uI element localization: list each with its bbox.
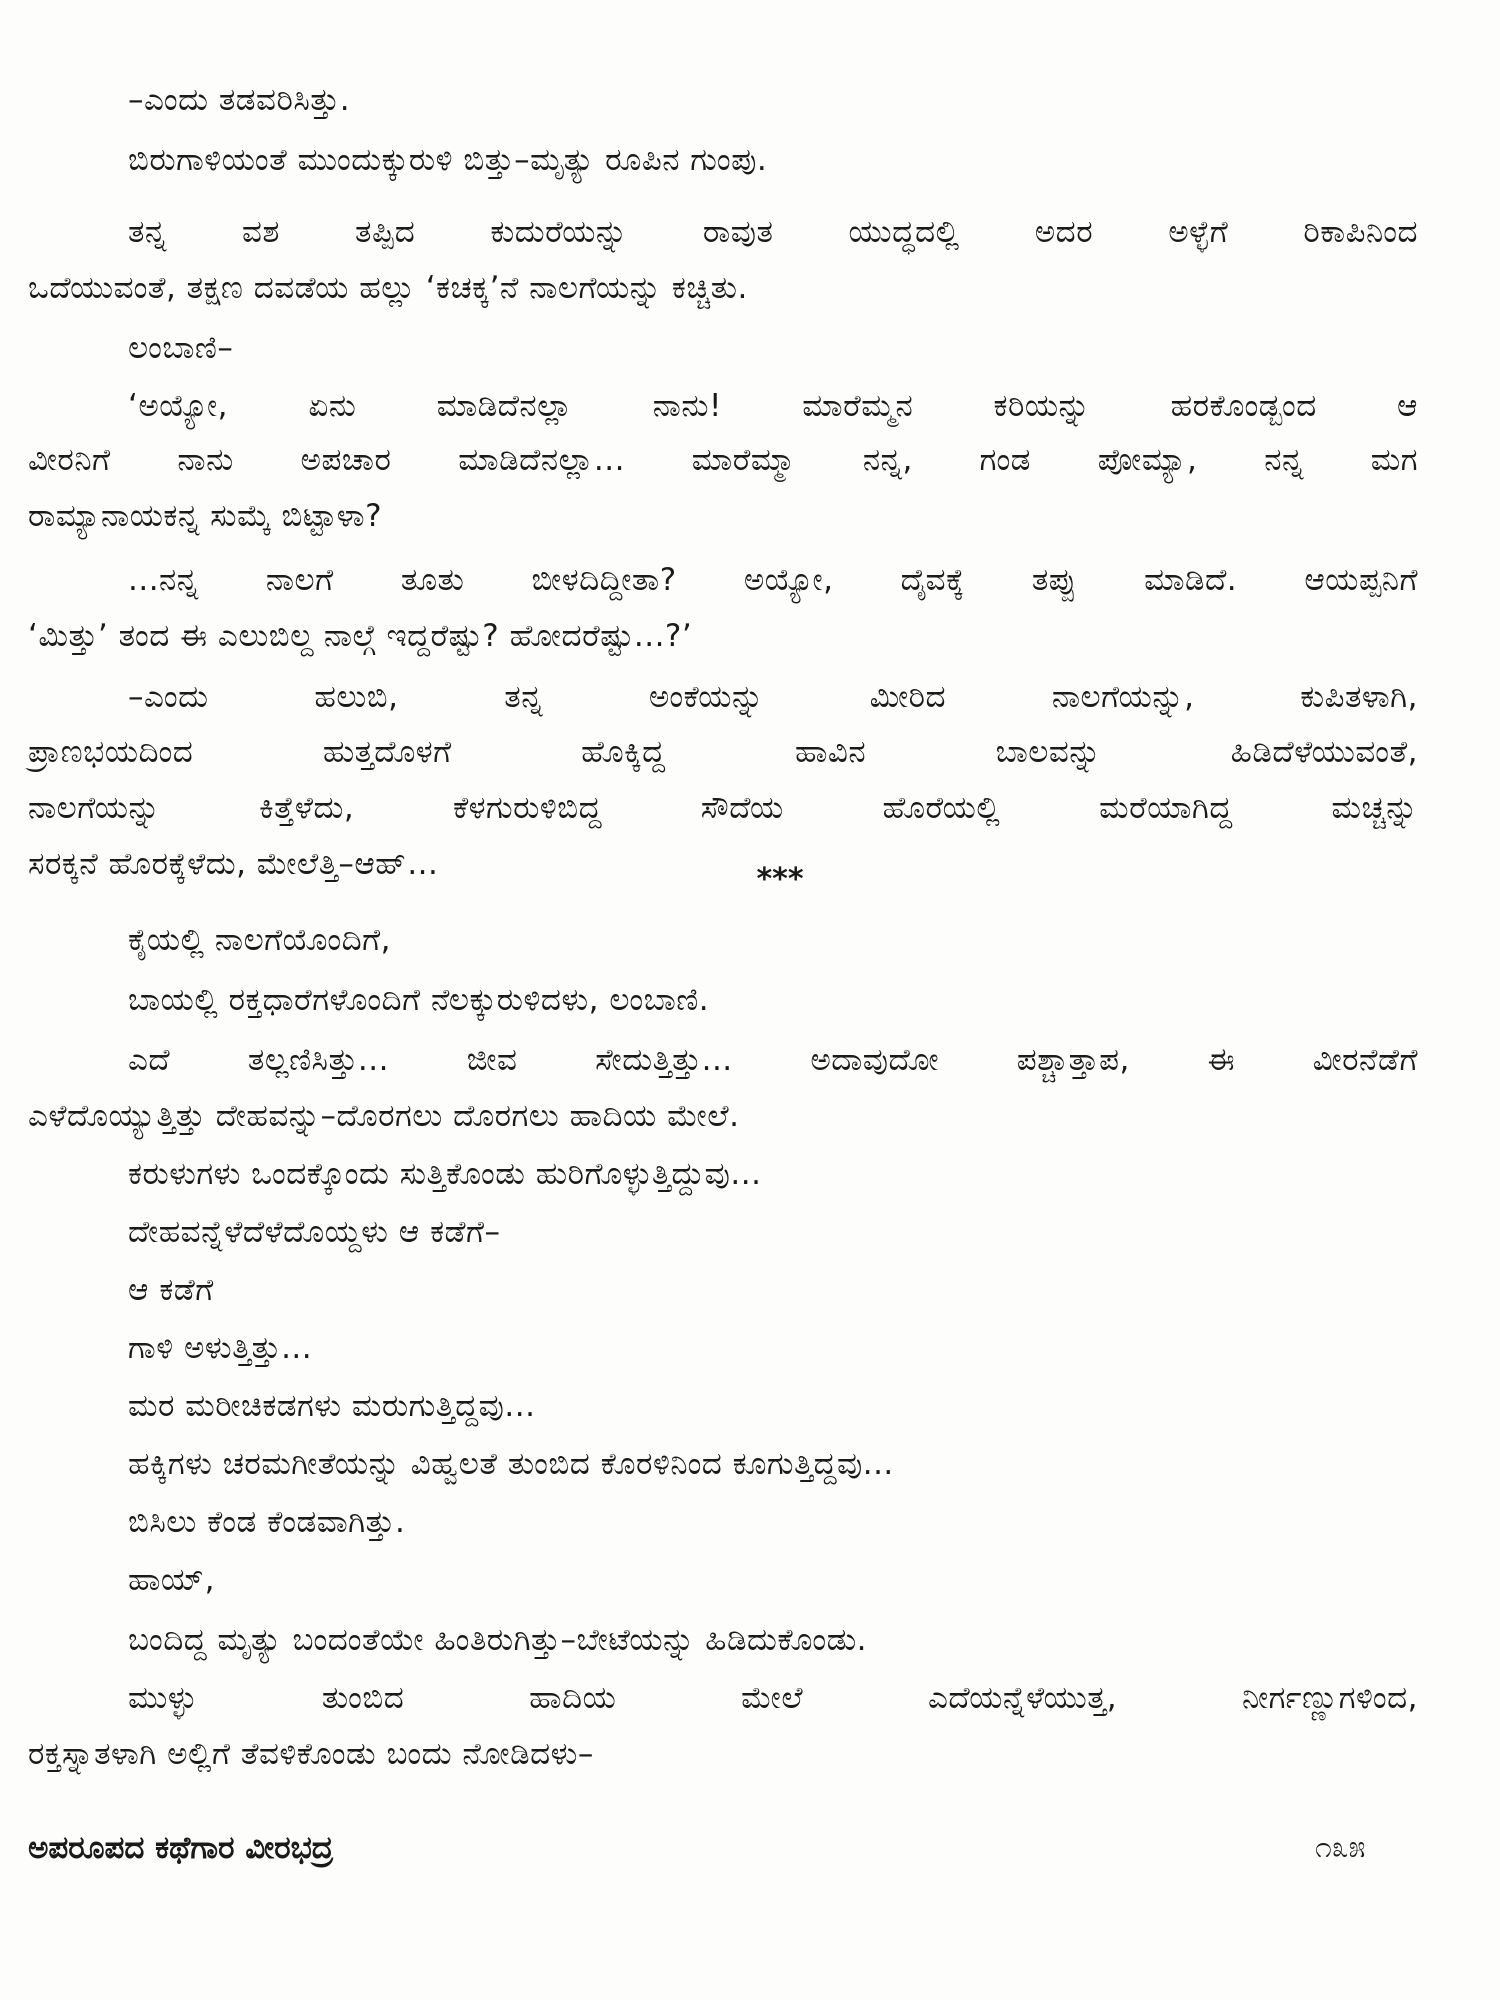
text-line: ನಾಲಗೆಯನ್ನು ಕಿತ್ತೆಳೆದು, ಕೆಳಗುರುಳಿಬಿದ್ದ ಸೌದೆಯ ಹೊರೆಯಲ್ಲಿ ಮರೆಯಾಗಿದ್ದ ಮಚ್ಚನ್ನು xyxy=(28,790,1418,826)
text-line: ಎದೆ ತಲ್ಲಣಿಸಿತ್ತು... ಜೀವ ಸೇದುತ್ತಿತ್ತು... ಅದಾವುದೋ ಪಶ್ಚಾತ್ತಾಪ, ಈ ವೀರನೆಡೆಗೆ xyxy=(128,1042,1418,1078)
page-number: ೧೩೫ xyxy=(1315,1830,1366,1865)
text-line: ಕೈಯಲ್ಲಿ ನಾಲಗೆಯೊಂದಿಗೆ, xyxy=(128,922,391,958)
text-line: ಬಿಸಿಲು ಕೆಂಡ ಕೆಂಡವಾಗಿತ್ತು. xyxy=(128,1504,406,1540)
text-line: ಹಾಯ್, xyxy=(128,1562,216,1598)
text-line: ...ನನ್ನ ನಾಲಗೆ ತೂತು ಬೀಳದಿದ್ದೀತಾ? ಅಯ್ಯೋ, ದೈವಕ್ಕೆ ತಪ್ಪು ಮಾಡಿದೆ. ಆಯಪ್ಪನಿಗೆ xyxy=(128,562,1418,598)
text-line: ಮುಳ್ಳು ತುಂಬಿದ ಹಾದಿಯ ಮೇಲೆ ಎದೆಯನ್ನೆಳೆಯುತ್ತ, ನೀರ್ಗಣ್ಣುಗಳಿಂದ, xyxy=(128,1680,1418,1716)
text-line: ಲಂಬಾಣಿ– xyxy=(128,330,234,366)
text-line: ದೇಹವನ್ನೆಳೆದೆಳೆದೊಯ್ದಳು ಆ ಕಡೆಗೆ– xyxy=(128,1214,501,1250)
book-title-footer: ಅಪರೂಪದ ಕಥೆಗಾರ ವೀರಭದ್ರ xyxy=(28,1830,334,1866)
text-line: ಮರ ಮರೀಚಿಕಡಗಳು ಮರುಗುತ್ತಿದ್ದವು... xyxy=(128,1388,536,1424)
text-line: ಆ ಕಡೆಗೆ xyxy=(128,1272,214,1308)
text-line: ತನ್ನ ವಶ ತಪ್ಪಿದ ಕುದುರೆಯನ್ನು ರಾವುತ ಯುದ್ಧದಲ್ಲಿ ಅದರ ಅಳ್ಳೆಗೆ ರಿಕಾಪಿನಿಂದ xyxy=(128,214,1418,250)
text-line: ರಾಮ್ಯಾನಾಯಕನ್ನ ಸುಮ್ಕೆ ಬಿಟ್ಟಾಳಾ? xyxy=(28,498,383,534)
text-line: ಗಾಳಿ ಅಳುತ್ತಿತ್ತು... xyxy=(128,1330,313,1366)
text-line: ‘ಅಯ್ಯೋ, ಏನು ಮಾಡಿದೆನಲ್ಲಾ ನಾನು! ಮಾರೆಮ್ಮನ ಕರಿಯನ್ನು ಹರಕೊಂಡ್ಬಂದ ಆ xyxy=(128,388,1418,424)
text-line: –ಎಂದು ಹಲುಬಿ, ತನ್ನ ಅಂಕೆಯನ್ನು ಮೀರಿದ ನಾಲಗೆಯನ್ನು, ಕುಪಿತಳಾಗಿ, xyxy=(128,679,1418,715)
text-line: ರಕ್ತಸ್ನಾತಳಾಗಿ ಅಲ್ಲಿಗೆ ತೆವಳಿಕೊಂಡು ಬಂದು ನೋಡಿದಳು– xyxy=(28,1736,594,1772)
text-line: ಕರುಳುಗಳು ಒಂದಕ್ಕೊಂದು ಸುತ್ತಿಕೊಂಡು ಹುರಿಗೊಳ್ಳುತ್ತಿದ್ದುವು... xyxy=(128,1156,762,1192)
text-line: –ಎಂದು ತಡವರಿಸಿತ್ತು. xyxy=(128,82,351,118)
section-separator: *** xyxy=(756,862,804,897)
text-line: ಎಳೆದೊಯ್ಯುತ್ತಿತ್ತು ದೇಹವನ್ನು–ದೊರಗಲು ದೊರಗಲು ಹಾದಿಯ ಮೇಲೆ. xyxy=(28,1098,740,1134)
text-line: ಬಂದಿದ್ದ ಮೃತ್ಯು ಬಂದಂತೆಯೇ ಹಿಂತಿರುಗಿತ್ತು–ಬೇಟೆಯನ್ನು ಹಿಡಿದುಕೊಂಡು. xyxy=(128,1622,868,1658)
text-line: ಬಾಯಲ್ಲಿ ರಕ್ತಧಾರೆಗಳೊಂದಿಗೆ ನೆಲಕ್ಕುರುಳಿದಳು, ಲಂಬಾಣಿ. xyxy=(128,982,710,1018)
text-line: ಒದೆಯುವಂತೆ, ತಕ್ಷಣ ದವಡೆಯ ಹಲ್ಲು ‘ಕಚಕ್ಕ’ನೆ ನಾಲಗೆಯನ್ನು ಕಚ್ಚಿತು. xyxy=(28,270,748,306)
text-line: ಸರಕ್ಕನೆ ಹೊರಕ್ಕೆಳೆದು, ಮೇಲೆತ್ತಿ–ಆಹ್... xyxy=(28,846,439,882)
text-line: ವೀರನಿಗೆ ನಾನು ಅಪಚಾರ ಮಾಡಿದೆನಲ್ಲಾ... ಮಾರೆಮ್ಮಾ ನನ್ನ, ಗಂಡ ಪೋಮ್ಯಾ, ನನ್ನ ಮಗ xyxy=(28,442,1418,478)
text-line: ಪ್ರಾಣಭಯದಿಂದ ಹುತ್ತದೊಳಗೆ ಹೊಕ್ಕಿದ್ದ ಹಾವಿನ ಬಾಲವನ್ನು ಹಿಡಿದೆಳೆಯುವಂತೆ, xyxy=(28,734,1418,770)
text-line: ‘ಮಿತ್ತು’ ತಂದ ಈ ಎಲುಬಿಲ್ದ ನಾಲ್ಗೆ ಇದ್ದರೆಷ್ಟು? ಹೋದರೆಷ್ಟು...?’ xyxy=(28,618,693,654)
text-line: ಬಿರುಗಾಳಿಯಂತೆ ಮುಂದುಕ್ಕುರುಳಿ ಬಿತ್ತು–ಮೃತ್ಯು ರೂಪಿನ ಗುಂಪು. xyxy=(128,142,768,178)
text-line: ಹಕ್ಕಿಗಳು ಚರಮಗೀತೆಯನ್ನು ವಿಹ್ವಲತೆ ತುಂಬಿದ ಕೊರಳಿನಿಂದ ಕೂಗುತ್ತಿದ್ದವು... xyxy=(128,1446,894,1482)
